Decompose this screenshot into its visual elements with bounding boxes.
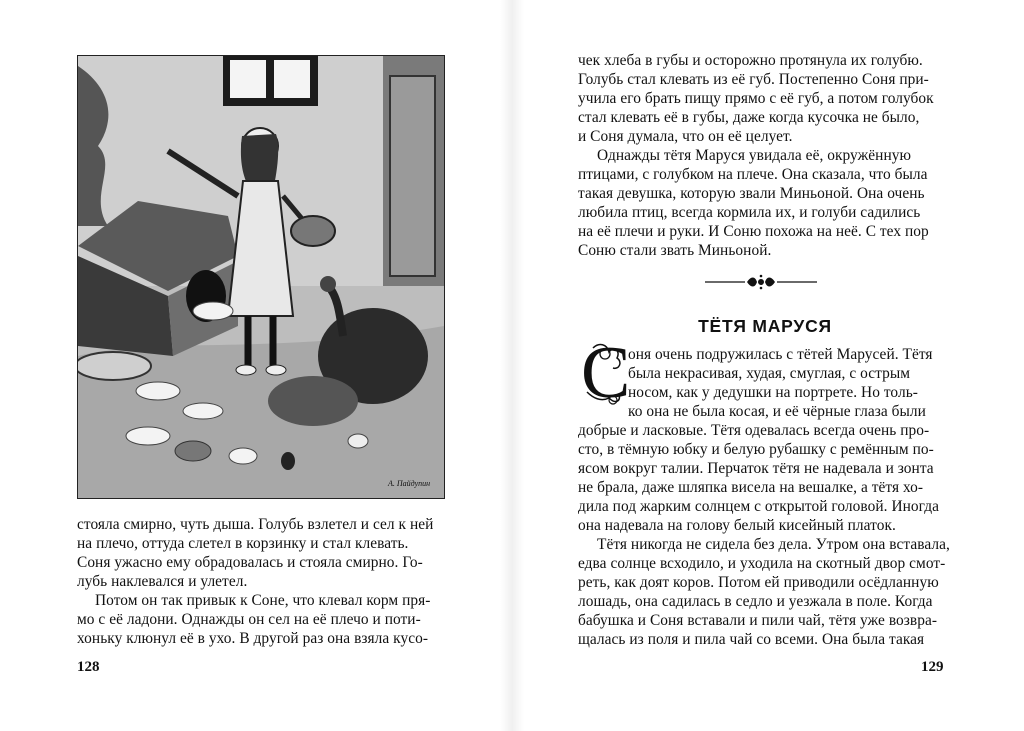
text-line: такая девушка, которую звали Миньоной. Она очень	[578, 185, 925, 202]
chapter-heading: ТЁТЯ МАРУСЯ	[698, 316, 832, 336]
text-line: Голубь стал клевать из её губ. Постепенно Соня при-	[578, 71, 929, 88]
text-line: любила птиц, всегда кормила их, и голуби садились	[578, 204, 921, 221]
text-line: дила под жарким солнцем с открытой головой. Иногда	[578, 498, 939, 515]
text-line: на её плечи и руки. И Соню похожа на неё. С тех пор	[578, 223, 929, 240]
text-line: Соню стали звать Миньоной.	[578, 242, 772, 259]
page-number: 129	[921, 659, 944, 675]
text-line: на плечо, оттуда слетел в корзинку и стал клевать.	[77, 535, 409, 552]
illustration	[77, 55, 445, 499]
text-line: реть, как доят коров. Потом ей приводили осёдланную	[578, 574, 939, 591]
text-line: бабушка и Соня вставали и пили чай, тётя уже возвра-	[578, 612, 938, 629]
text-line: едва солнце всходило, и уходила на скотный двор смот-	[578, 555, 946, 572]
text-line: птицами, с голубком на плече. Она сказала, что была	[578, 166, 928, 183]
drop-cap	[579, 332, 631, 414]
artist-signature	[386, 474, 438, 492]
drop-cap-letter: С	[581, 332, 631, 414]
text-line: она надевала на голову белый кисейный платок.	[578, 517, 896, 534]
svg-text:А. Пайдупин: А. Пайдупин	[388, 479, 431, 488]
girl-feeding-birds-illustration	[78, 56, 444, 498]
text-line: Соня ужасно ему обрадовалась и стояла смирно. Го-	[77, 554, 423, 571]
text-line: ко она не была косая, и её чёрные глаза были	[628, 403, 926, 420]
text-line: щалась из поля и пила чай со всеми. Она была такая	[578, 631, 925, 648]
text-line: сто, в тёмную юбку и белую рубашку с ремённым по-	[578, 441, 934, 458]
text-line: стояла смирно, чуть дыша. Голубь взлетел и сел к ней	[77, 516, 434, 533]
text-line: стал клевать её в губы, даже когда кусочка не было,	[578, 109, 920, 126]
text-line: Потом он так привык к Соне, что клевал корм пря-	[95, 592, 431, 609]
text-line: учила его брать пищу прямо с её губ, а потом голубок	[578, 90, 934, 107]
ornament-divider-icon	[705, 272, 817, 292]
text-line: лошадь, она садилась в седло и уезжала в поле. Когда	[578, 593, 933, 610]
text-line: ясом вокруг талии. Перчаток тётя не надевала и зонта	[578, 460, 934, 477]
text-line: Однажды тётя Маруся увидала её, окружённую	[597, 147, 912, 164]
text-line: лубь наклевался и улетел.	[77, 573, 248, 590]
text-line: мо с её ладони. Однажды он сел на её плечо и поти-	[77, 611, 421, 628]
text-line: чек хлеба в губы и осторожно протянула их голубю.	[578, 52, 923, 69]
text-line: хоньку клюнул её в ухо. В другой раз она взяла кусо-	[77, 630, 429, 647]
text-line: добрые и ласковые. Тётя одевалась всегда очень про-	[578, 422, 930, 439]
page-number: 128	[77, 659, 100, 675]
text-line: не брала, даже шляпка висела на вешалке, а тётя хо-	[578, 479, 924, 496]
text-line: Тётя никогда не сидела без дела. Утром она вставала,	[597, 536, 950, 553]
text-line: оня очень подружилась с тётей Марусей. Тётя	[628, 346, 933, 363]
text-line: и Соня думала, что он её целует.	[578, 128, 793, 145]
text-line: была некрасивая, худая, смуглая, с острым	[628, 365, 911, 382]
text-line: носом, как у дедушки на портрете. Но толь-	[628, 384, 918, 401]
